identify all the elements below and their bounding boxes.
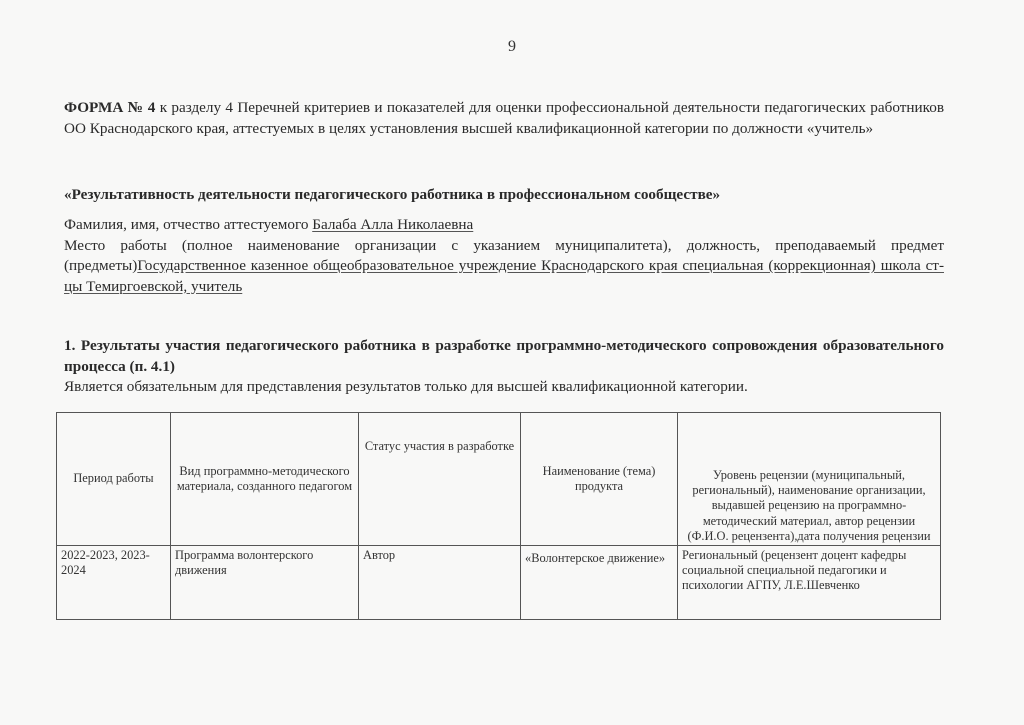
attestee-block [64, 215, 944, 297]
attestee-name-label: Фамилия, имя, отчество аттестуемого [64, 216, 313, 233]
form-intro [64, 98, 944, 139]
form-label: ФОРМА № 4 [64, 99, 156, 116]
cell-review: Региональный (рецензент доцент кафедры социальной специальной педагогики и психологии АГПУ, Л.Е.Шевченко [678, 546, 941, 620]
attestee-name-line [64, 215, 944, 236]
header-product-name: Наименование (тема) продукта [521, 413, 678, 546]
header-review: Уровень рецензии (муниципальный, региональный), наименование организации, выдавшей рецензию на программно-методический материал, автор рецензии (Ф.И.О. рецензента),дата получения рецензии [678, 413, 941, 546]
attestee-name-value: Балаба Алла Николаевна [312, 216, 474, 233]
cell-period: 2022-2023, 2023-2024 [57, 546, 171, 620]
header-material-type: Вид программно-методического материала, созданного педагогом [171, 413, 359, 546]
workplace-value: Государственное казенное общеобразовательное учреждение Краснодарского края специальная (коррекционная) школа ст-цы Темиргоевской, учитель [64, 257, 944, 295]
page-number: 9 [508, 38, 516, 55]
table-header-row [57, 413, 941, 546]
workplace-line [64, 236, 944, 298]
section-1-title: 1. Результаты участия педагогического работника в разработке программно-методического сопровождения образовательного процесса (п. 4.1) [64, 337, 944, 375]
cell-status: Автор [359, 546, 521, 620]
results-table [56, 412, 941, 620]
results-table-wrapper [56, 412, 940, 620]
section-subtitle: «Результативность деятельности педагогического работника в профессиональном сообществе» [64, 186, 721, 203]
section-1 [64, 336, 944, 398]
cell-product-name: «Волонтерское движение» [521, 546, 678, 620]
form-intro-text: к разделу 4 Перечней критериев и показателей для оценки профессиональной деятельности педагогических работников ОО Краснодарского края, аттестуемых в целях установления высшей квалификационной категории по должности «учитель» [64, 99, 944, 137]
cell-material-type: Программа волонтерского движения [171, 546, 359, 620]
workplace-label: Место работы (полное наименование организации с указанием муниципалитета), должность, преподаваемый предмет (предметы) [64, 236, 944, 274]
table-row [57, 546, 941, 620]
header-period: Период работы [57, 413, 171, 546]
header-status: Статус участия в разработке [359, 413, 521, 546]
section-1-note: Является обязательным для представления результатов только для высшей квалификационной категории. [64, 378, 748, 395]
